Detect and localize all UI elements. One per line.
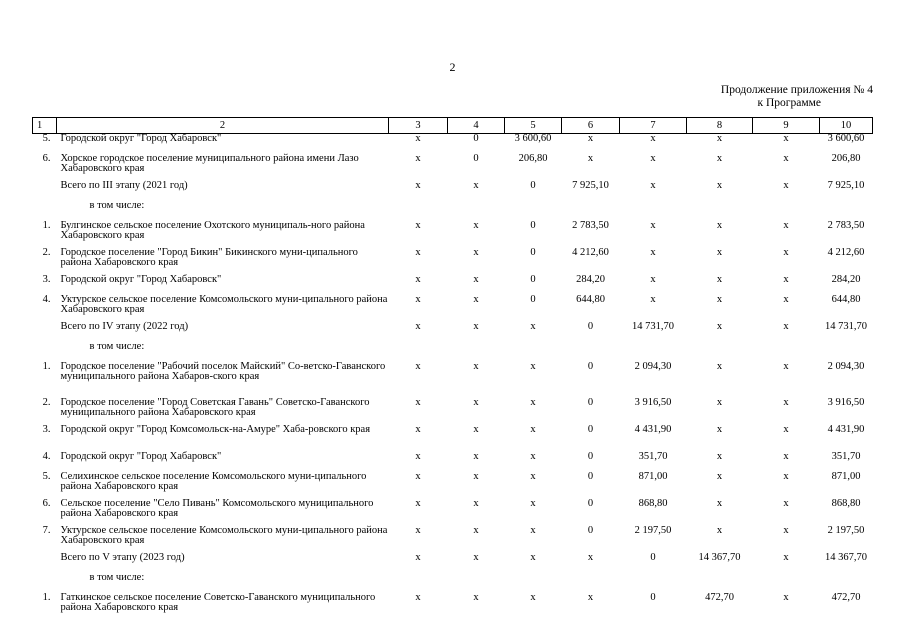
row-number-cell [33,553,57,573]
row-name-cell: Уктурское сельское поселение Комсомольского муни-ципального района Хабаровского края [60,525,388,546]
row-number-cell: 1. [42,361,51,372]
column-header: 10 [820,118,873,134]
value-cell: х [415,321,421,332]
column-header: 1 [33,118,57,134]
value-cell: х [650,180,656,191]
total-cell: 644,80 [831,294,861,305]
total-cell: 4 431,90 [827,424,865,435]
value-cell: х [783,361,789,372]
row-name-cell: Сельское поселение "Село Пивань" Комсомольского муниципального района Хабаровского края [60,498,374,519]
annex-line-1: Продолжение приложения № 4 [720,84,873,96]
value-cell: 0 [587,321,594,332]
table-row [33,398,873,425]
total-cell: 14 731,70 [825,321,867,332]
table-row [33,248,873,275]
value-cell: 0 [587,397,594,408]
value-cell: 0 [473,133,479,144]
total-cell: 472,70 [831,592,861,603]
total-cell: 3 600,60 [827,133,865,144]
value-cell: 472,70 [705,592,734,603]
row-name-cell: в том числе: [89,200,145,211]
value-cell [448,573,505,593]
value-cell: х [716,361,723,372]
value-cell: 871,00 [638,471,668,482]
value-cell [687,342,753,362]
value-cell: х [415,397,421,408]
column-header: 7 [620,118,687,134]
table-row [33,342,873,362]
value-cell: 284,20 [576,274,605,285]
value-cell: 0 [530,247,536,258]
value-cell: х [473,321,479,332]
row-name-cell: Гаткинское сельское поселение Советско-Гаванского муниципального района Хабаровского края [60,592,376,613]
value-cell: х [530,397,536,408]
row-number-cell [33,573,57,593]
value-cell: х [473,498,479,509]
value-cell: 0 [587,451,594,462]
row-name-cell: Селихинское сельское поселение Комсомольского муни-ципального района Хабаровского края [60,471,367,492]
row-number-cell [33,342,57,362]
value-cell: х [530,321,536,332]
value-cell: х [783,321,789,332]
value-cell: х [473,274,479,285]
row-name-cell: Городской округ "Город Хабаровск" [60,451,222,462]
row-name-cell: Всего по IV этапу (2022 год) [60,321,189,332]
value-cell: х [473,294,479,305]
row-number-cell: 5. [42,471,51,482]
value-cell: х [650,274,656,285]
column-header: 8 [687,118,753,134]
value-cell: 2 197,50 [634,525,672,536]
value-cell: х [716,294,723,305]
table-row [33,573,873,593]
row-name-cell: Городское поселение "Город Советская Гавань" Советско-Гаванского муниципального района Хабаровского края [60,397,370,418]
value-cell: х [716,220,723,231]
row-number-cell: 3. [42,424,51,435]
value-cell: 0 [530,294,536,305]
total-cell: 7 925,10 [827,180,865,191]
value-cell: х [473,451,479,462]
row-number-cell: 4. [42,451,51,462]
total-cell [820,342,873,362]
value-cell: х [783,180,789,191]
value-cell: 644,80 [576,294,605,305]
row-number-cell [33,181,57,201]
value-cell: х [783,424,789,435]
value-cell: х [783,525,789,536]
value-cell: х [415,220,421,231]
value-cell: х [650,220,656,231]
table-body [33,134,873,621]
value-cell: х [415,471,421,482]
value-cell [505,573,562,593]
row-number-cell: 5. [42,133,51,144]
value-cell: х [415,180,421,191]
total-cell [820,573,873,593]
annex-line-2: к Программе [757,97,821,109]
value-cell: х [473,424,479,435]
value-cell: х [650,153,656,164]
value-cell: 0 [530,274,536,285]
value-cell: х [716,133,723,144]
value-cell [753,573,820,593]
total-cell: 206,80 [831,153,861,164]
value-cell: х [650,133,656,144]
value-cell: х [716,451,723,462]
value-cell: х [783,294,789,305]
row-name-cell: Городской округ "Город Хабаровск" [60,133,222,144]
value-cell: х [716,247,723,258]
value-cell: х [530,498,536,509]
value-cell: х [783,247,789,258]
value-cell: х [473,525,479,536]
value-cell: х [783,133,789,144]
value-cell: х [587,552,594,563]
value-cell: х [587,592,594,603]
table-row [33,553,873,573]
value-cell: х [783,451,789,462]
row-name-cell: Городское поселение "Город Бикин" Бикинского муни-ципального района Хабаровского края [60,247,358,268]
value-cell: х [716,321,723,332]
value-cell: х [473,361,479,372]
value-cell [448,201,505,221]
total-cell: 4 212,60 [827,247,865,258]
value-cell [562,342,620,362]
value-cell: х [587,153,594,164]
value-cell: х [530,451,536,462]
value-cell: х [716,153,723,164]
row-number-cell: 4. [42,294,51,305]
value-cell [505,342,562,362]
row-number-cell: 1. [42,220,51,231]
value-cell: 3 600,60 [514,133,552,144]
value-cell: 868,80 [638,498,668,509]
value-cell: х [783,498,789,509]
value-cell: 0 [587,424,594,435]
value-cell: х [716,424,723,435]
appendix-table [32,117,873,620]
value-cell: х [716,397,723,408]
value-cell: х [783,153,789,164]
row-name-cell: Уктурское сельское поселение Комсомольского муни-ципального района Хабаровского края [60,294,388,315]
value-cell: 206,80 [518,153,548,164]
value-cell: х [415,274,421,285]
value-cell [562,573,620,593]
total-cell: 868,80 [831,498,861,509]
value-cell: х [783,471,789,482]
value-cell [389,573,448,593]
value-cell: х [415,451,421,462]
value-cell [620,573,687,593]
row-number-cell [33,322,57,342]
row-number-cell: 6. [42,153,51,164]
row-number-cell: 2. [42,247,51,258]
value-cell: х [473,180,479,191]
value-cell: х [473,552,479,563]
table-row [33,452,873,472]
value-cell: 2 783,50 [572,220,609,231]
value-cell: х [716,274,723,285]
row-name-cell: Городское поселение "Рабочий поселок Майский" Со-ветско-Гаванского муниципального района Хабаров-ского края [60,361,386,382]
value-cell: 4 212,60 [572,247,609,258]
value-cell: х [473,397,479,408]
value-cell [389,201,448,221]
value-cell [687,573,753,593]
table-row [33,472,873,499]
row-name-cell: в том числе: [89,572,145,583]
value-cell: 3 916,50 [634,397,672,408]
row-number-cell [33,201,57,221]
value-cell: х [473,247,479,258]
value-cell: х [783,397,789,408]
value-cell: х [716,471,723,482]
value-cell: 0 [587,525,594,536]
table-row [33,181,873,201]
value-cell: х [716,525,723,536]
total-cell [820,201,873,221]
value-cell: 0 [587,498,594,509]
value-cell: х [650,294,656,305]
total-cell: 3 916,50 [827,397,865,408]
row-name-cell: Хорское городское поселение муниципального района имени Лазо Хабаровского края [60,153,359,174]
table-row [33,275,873,295]
row-name-cell: Всего по V этапу (2023 год) [60,552,185,563]
table-row [33,134,873,155]
value-cell: 0 [650,552,656,563]
table-row [33,425,873,452]
value-cell: х [530,361,536,372]
value-cell [687,201,753,221]
value-cell: 14 367,70 [698,552,741,563]
column-header: 6 [562,118,620,134]
row-name-cell: Городской округ "Город Хабаровск" [60,274,222,285]
value-cell [505,201,562,221]
value-cell: х [530,525,536,536]
value-cell: х [473,220,479,231]
value-cell [753,342,820,362]
row-number-cell: 3. [42,274,51,285]
value-cell: 0 [530,180,536,191]
value-cell: 4 431,90 [634,424,672,435]
value-cell: х [415,424,421,435]
value-cell: х [415,294,421,305]
table-row [33,201,873,221]
column-header: 9 [753,118,820,134]
value-cell [562,201,620,221]
table-row [33,362,873,398]
row-name-cell: Всего по III этапу (2021 год) [60,180,188,191]
value-cell: 14 731,70 [632,321,674,332]
table-row [33,526,873,553]
value-cell: х [415,247,421,258]
value-cell: х [716,498,723,509]
total-cell: 284,20 [831,274,861,285]
value-cell: х [415,525,421,536]
table-row [33,154,873,181]
value-cell: х [415,498,421,509]
value-cell: 0 [473,153,479,164]
table-row [33,499,873,526]
value-cell: х [530,592,536,603]
value-cell: х [587,133,594,144]
row-number-cell: 6. [42,498,51,509]
column-header: 2 [57,118,389,134]
value-cell: х [783,220,789,231]
value-cell: 0 [587,361,594,372]
page-number: 2 [449,60,456,74]
row-number-cell: 2. [42,397,51,408]
value-cell [620,342,687,362]
value-cell: х [650,247,656,258]
value-cell [389,342,448,362]
total-cell: 2 197,50 [827,525,865,536]
total-cell: 351,70 [831,451,861,462]
value-cell: х [473,471,479,482]
value-cell [620,201,687,221]
value-cell: х [530,424,536,435]
value-cell: х [783,552,789,563]
value-cell: х [415,552,421,563]
value-cell: х [415,133,421,144]
value-cell: х [415,361,421,372]
total-cell: 14 367,70 [825,552,867,563]
value-cell: х [716,180,723,191]
column-header: 4 [448,118,505,134]
row-name-cell: в том числе: [89,341,145,352]
total-cell: 871,00 [831,471,861,482]
table-row [33,322,873,342]
table-row [33,221,873,248]
total-cell: 2 094,30 [827,361,865,372]
value-cell: х [530,471,536,482]
table-row [33,593,873,620]
row-name-cell: Городской округ "Город Комсомольск-на-Амуре" Хаба-ровского края [60,424,371,435]
total-cell: 2 783,50 [827,220,865,231]
value-cell: х [530,552,536,563]
value-cell: х [783,274,789,285]
value-cell [753,201,820,221]
row-name-cell: Булгинское сельское поселение Охотского муниципаль-ного района Хабаровского края [60,220,365,241]
value-cell: 2 094,30 [634,361,672,372]
column-number-row [33,118,873,134]
value-cell [448,342,505,362]
value-cell: 0 [587,471,594,482]
value-cell: х [783,592,789,603]
value-cell: 0 [530,220,536,231]
value-cell: х [415,153,421,164]
table-row [33,295,873,322]
column-header: 5 [505,118,562,134]
value-cell: 0 [650,592,656,603]
value-cell: х [415,592,421,603]
value-cell: х [473,592,479,603]
value-cell: 351,70 [638,451,668,462]
row-number-cell: 1. [42,592,51,603]
column-header: 3 [389,118,448,134]
value-cell: 7 925,10 [572,180,609,191]
annex-caption [640,84,873,110]
row-number-cell: 7. [42,525,51,536]
